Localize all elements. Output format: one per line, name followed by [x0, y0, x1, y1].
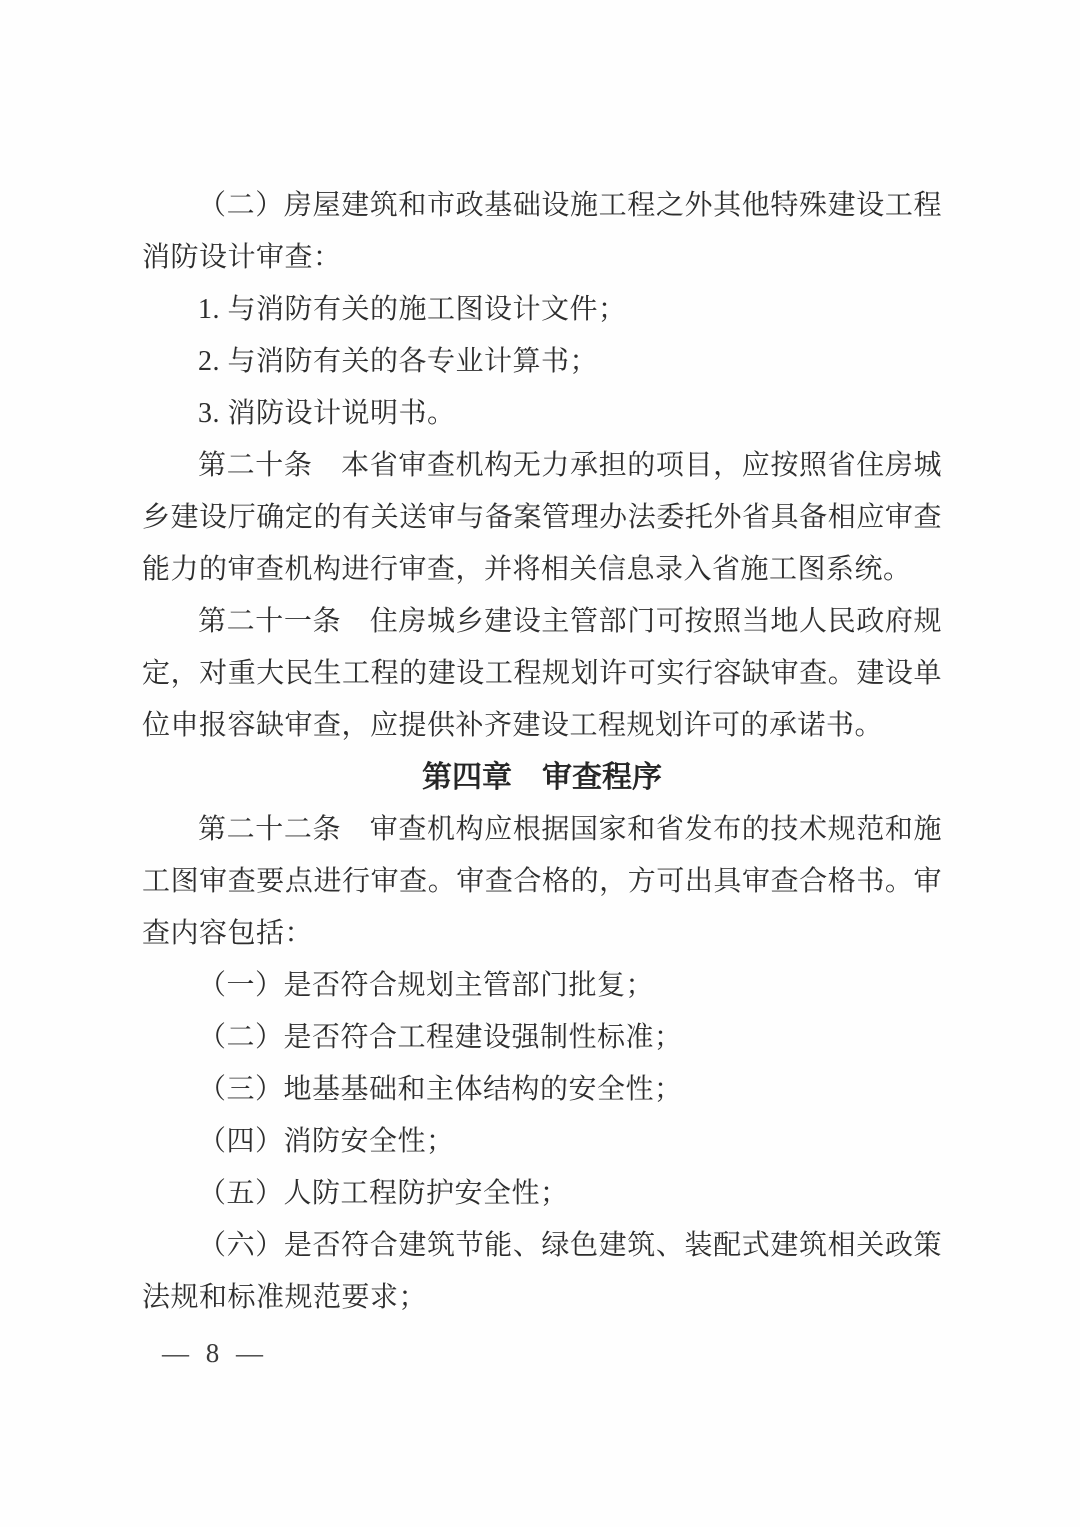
review-item-5: （五）人防工程防护安全性；: [198, 1178, 569, 1209]
list-item-1: 1. 与消防有关的施工图设计文件；: [198, 294, 627, 325]
list-item-2: 2. 与消防有关的各专业计算书；: [198, 346, 599, 377]
list-item-3: 3. 消防设计说明书。: [198, 398, 456, 429]
review-item-3: （三）地基基础和主体结构的安全性；: [198, 1074, 683, 1105]
document-body: [142, 180, 942, 1324]
article-22-paragraph: 第二十二条 审查机构应根据国家和省发布的技术规范和施工图审查要点进行审查。审查合格的，方可出具审查合格书。审查内容包括：: [142, 814, 942, 949]
review-item-4: （四）消防安全性；: [198, 1126, 455, 1157]
article-21-paragraph: 第二十一条 住房城乡建设主管部门可按照当地人民政府规定，对重大民生工程的建设工程规划许可实行容缺审查。建设单位申报容缺审查，应提供补齐建设工程规划许可的承诺书。: [142, 606, 942, 741]
para-fire-design-scope: （二）房屋建筑和市政基础设施工程之外其他特殊建设工程消防设计审查：: [142, 190, 942, 273]
chapter-4-heading: 第四章 审查程序: [422, 761, 662, 794]
review-item-1: （一）是否符合规划主管部门批复；: [198, 970, 655, 1001]
review-item-6: （六）是否符合建筑节能、绿色建筑、装配式建筑相关政策法规和标准规范要求；: [142, 1230, 942, 1313]
review-item-2: （二）是否符合工程建设强制性标准；: [198, 1022, 683, 1053]
page-number: — 8 —: [162, 1338, 268, 1368]
article-20-paragraph: 第二十条 本省审查机构无力承担的项目，应按照省住房城乡建设厅确定的有关送审与备案管理办法委托外省具备相应审查能力的审查机构进行审查，并将相关信息录入省施工图系统。: [142, 450, 942, 585]
